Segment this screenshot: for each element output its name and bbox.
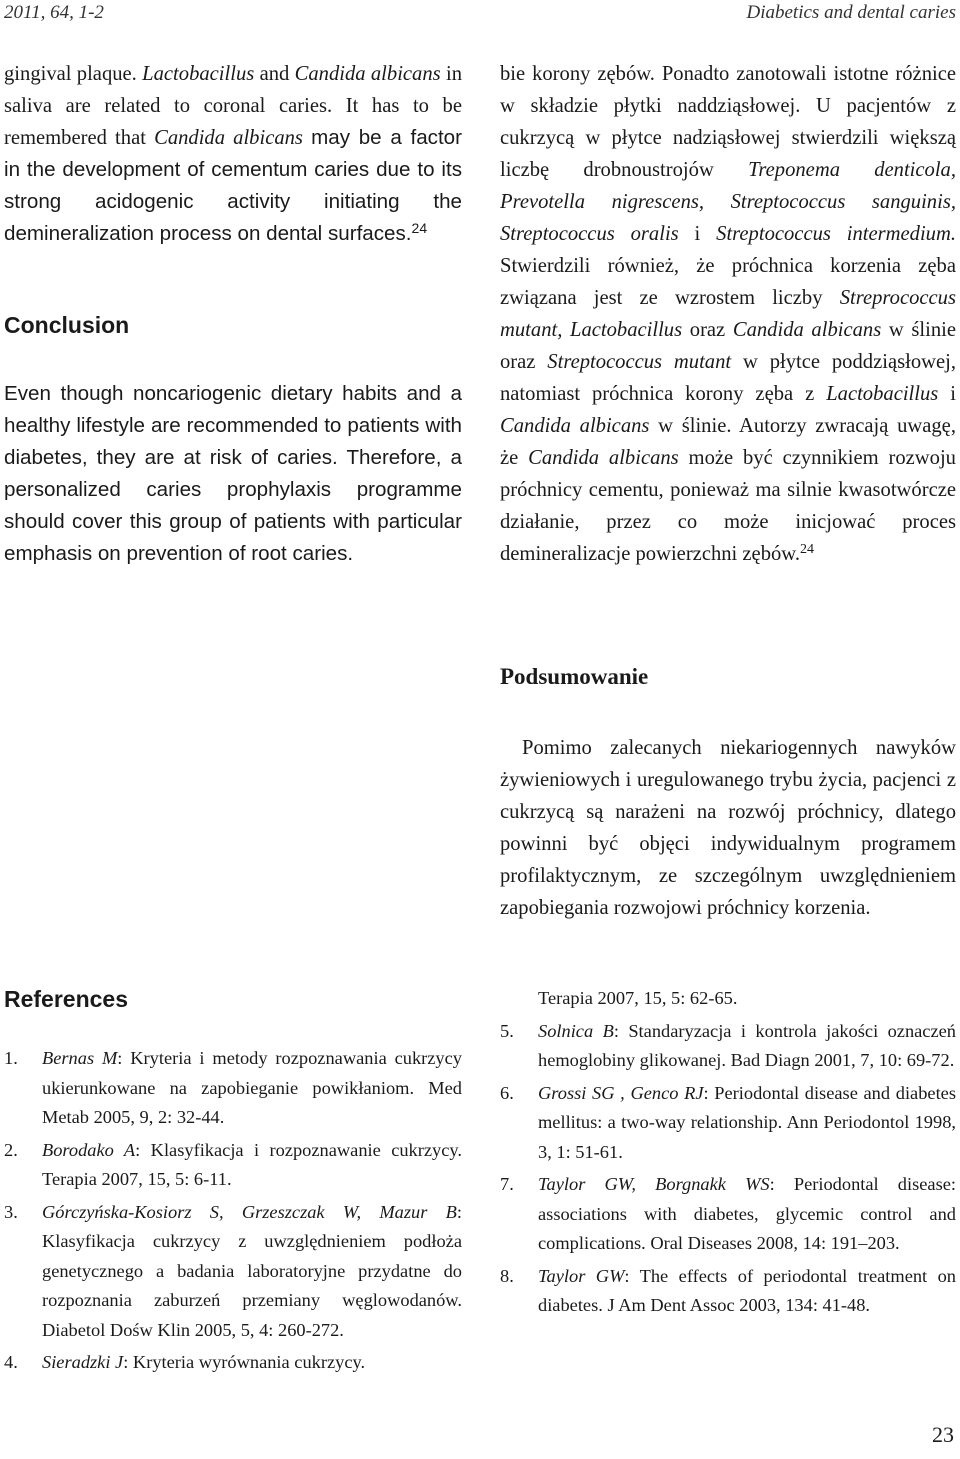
pl-italic-2: Streptococcus intermedium. (716, 223, 956, 245)
reference-text: : Klasyfikacja i rozpoznawanie cukrzycy. Terapia 2007, 15, 5: 6-11. (42, 1139, 462, 1189)
reference-number: 2. (4, 1139, 18, 1160)
reference-item (500, 1262, 956, 1321)
pl-italic-5: Streptococcus mutant (547, 351, 732, 373)
conclusion-paragraph (4, 378, 462, 570)
reference-item (4, 1198, 462, 1346)
reference-text: : Periodontal disease: associations with diabetes, glycemic control and complications. Oral Diseases 2008, 14: 191–203. (538, 1174, 956, 1253)
references-heading: References (4, 986, 129, 1012)
reference-text: : Kryteria i metody rozpoznawania cukrzycy ukierunkowane na zapobieganie powikłaniom. Med Metab 2005, 9, 2: 32-44. (42, 1048, 462, 1127)
reference-continuation (500, 984, 956, 1014)
reference-authors: Bernas M (42, 1048, 118, 1068)
intro-text-2: and (259, 63, 290, 85)
reference-number: 8. (500, 1265, 514, 1286)
pl-text-8: w ślinie. Autorzy zwracają uwagę, że (500, 415, 956, 469)
references-list-left (4, 1044, 462, 1378)
intro-italic-3: Candida albicans (154, 127, 303, 149)
references-list-right (500, 984, 956, 1321)
summary-text: Pomimo zalecanych niekariogennych nawyków żywieniowych i uregulowanego trybu życia, pacjenci z cukrzycą są narażeni na rozwój próchnicy, dlatego powinni być objęci indywidualnym programem profilaktycznym, ze szczególnym uwzględnieniem zapobiegania rozwojowi próchnicy korzenia. (500, 737, 956, 919)
polish-paragraph (500, 58, 956, 570)
reference-number: 7. (500, 1174, 514, 1194)
intro-text-3: in saliva are related to coronal caries. It has to be remembered that (4, 63, 463, 149)
summary-paragraph (500, 732, 956, 924)
pl-italic-1: Treponema denticola, Prevotella nigrescens, Streptococcus sanguinis, Streptococcus oralis (500, 159, 957, 245)
reference-item (4, 1136, 462, 1195)
reference-authors: Solnica B (538, 1020, 614, 1041)
pl-text-6: w płytce poddziąsłowej, natomiast próchnica korony zęba z (500, 351, 956, 405)
citation-superscript: 24 (411, 220, 428, 236)
header-article-title: Diabetics and dental caries (746, 2, 956, 23)
pl-text-3: Stwierdzili również, że próchnica korzenia zęba związana jest ze wzrostem liczby (500, 255, 956, 309)
summary-heading: Podsumowanie (500, 664, 649, 689)
reference-item (500, 1079, 956, 1168)
intro-text-1: gingival plaque. (4, 63, 137, 85)
pl-text-5: w ślinie oraz (500, 319, 956, 373)
reference-authors: Grossi SG , Genco RJ (538, 1082, 704, 1103)
pl-text-7: i (950, 383, 956, 405)
conclusion-text: Even though noncariogenic dietary habits and a healthy lifestyle are recommended to patients with diabetes, they are at risk of caries. Therefore, a personalized caries prophylaxis programme should cover this group of patients with particular emphasis on prevention of root caries. (4, 382, 462, 565)
reference-text: : Kryteria wyrównania cukrzycy. (123, 1352, 366, 1372)
intro-italic-2: Candida albicans (294, 63, 441, 85)
reference-authors: Taylor GW, Borgnakk WS (538, 1174, 770, 1194)
reference-number: 6. (500, 1082, 514, 1103)
reference-text: : Standaryzacja i kontrola jakości oznaczeń hemoglobiny glikowanej. Bad Diagn 2001, 7, 10: 69-72. (538, 1020, 956, 1070)
reference-number (500, 984, 538, 1014)
reference-number: 1. (4, 1048, 18, 1068)
page-number: 23 (932, 1422, 954, 1447)
reference-authors: Górczyńska-Kosiorz S, Grzeszczak W, Mazur B (42, 1201, 457, 1222)
pl-text-2: i (694, 223, 701, 245)
pl-text-1: bie korony zębów. Ponadto zanotowali istotne różnice w składzie płytki naddziąsłowej. U pacjentów z cukrzycą w płytce nadziąsłowej stwierdzili większą liczbę drobnoustrojów (500, 63, 956, 181)
pl-italic-7: Candida albicans (500, 415, 650, 437)
reference-text: : The effects of periodontal treatment on diabetes. J Am Dent Assoc 2003, 134: 41-48. (538, 1265, 956, 1315)
reference-item (4, 1348, 462, 1378)
reference-text: : Periodontal disease and diabetes mellitus: a two-way relationship. Ann Periodontol 1998, 3, 1: 51-61. (538, 1082, 956, 1162)
intro-italic-1: Lactobacillus (142, 63, 255, 85)
reference-authors: Taylor GW (538, 1265, 625, 1286)
pl-italic-8: Candida albicans (528, 447, 679, 469)
intro-paragraph (4, 58, 462, 250)
intro-text-4: may be a factor in the development of cementum caries due to its strong acidogenic activity initiating the demineralization process on dental surfaces. (4, 126, 462, 245)
pl-italic-3: Streprococcus mutant, Lactobacillus (500, 287, 956, 341)
conclusion-heading: Conclusion (4, 312, 130, 338)
reference-authors: Borodako A (42, 1139, 136, 1160)
reference-number: 5. (500, 1020, 514, 1041)
reference-number: 3. (4, 1201, 18, 1222)
pl-citation-superscript: 24 (799, 542, 814, 557)
reference-authors: Sieradzki J (42, 1352, 124, 1372)
reference-text: : Klasyfikacja cukrzycy z uwzględnieniem podłoża genetycznego a badania laboratoryjne przydatne do rozpoznania zaburzeń przemiany węglowodanów. Diabetol Dośw Klin 2005, 5, 4: 260-272. (42, 1201, 462, 1340)
reference-item (4, 1044, 462, 1133)
pl-italic-6: Lactobacillus (826, 383, 939, 405)
header-journal-info: 2011, 64, 1-2 (4, 2, 104, 23)
reference-number: 4. (4, 1352, 18, 1372)
reference-item (500, 1170, 956, 1259)
pl-text-9: może być czynnikiem rozwoju próchnicy cementu, ponieważ ma silnie kwasotwórcze działanie, przez co może inicjować proces demineralizacje powierzchni zębów. (500, 447, 956, 565)
reference-text: Terapia 2007, 15, 5: 62-65. (538, 988, 738, 1008)
pl-italic-4: Candida albicans (732, 319, 882, 341)
reference-item (500, 1017, 956, 1076)
running-header (0, 2, 960, 26)
pl-text-4: oraz (689, 319, 726, 341)
